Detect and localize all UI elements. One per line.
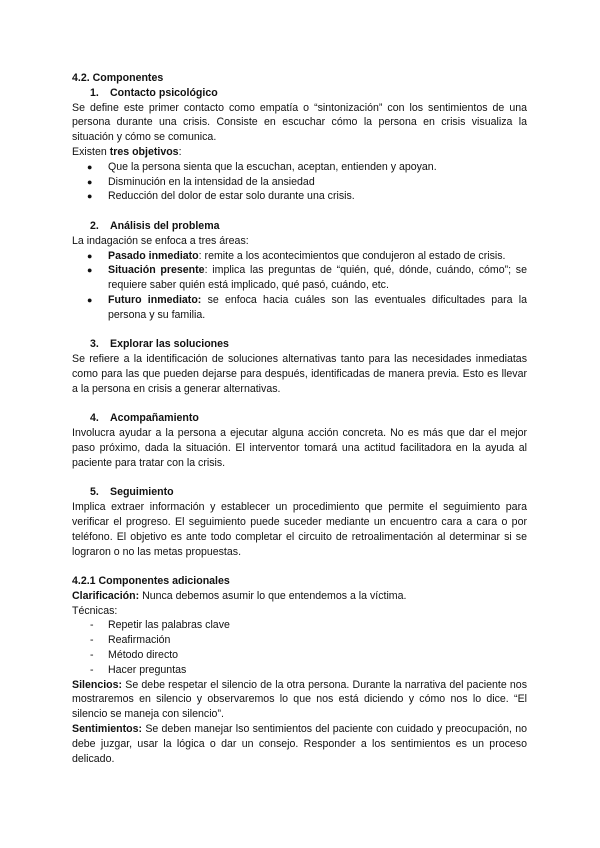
silencios-paragraph	[72, 678, 527, 722]
list-item	[72, 293, 527, 323]
paragraph: Involucra ayudar a la persona a ejecutar alguna acción concreta. No es más que dar el mejor paso próximo, dada la situación. El interventor tomará una actitud facilitadora en la ayuda al paciente para tratar con la crisis.	[72, 427, 527, 469]
heading-seguimiento	[90, 485, 527, 500]
item-text: se enfoca hacia cuáles son las eventuales dificultades para la persona y su familia.	[108, 293, 527, 321]
item-text: : implica las preguntas de “quién, qué, dónde, cuándo, cómo”; se requiere saber quién está implicado, qué pasó, cuándo, etc.	[108, 264, 527, 292]
intro-colon: :	[178, 145, 182, 158]
term-label: Sentimientos:	[72, 723, 143, 736]
paragraph: Se refiere a la identificación de soluciones alternativas tanto para las necesidades inmediatas como para las que pueden dejarse para después, identificadas de manera previa. Esto es llevar a la persona en crisis a generar alternativas.	[72, 353, 527, 395]
heading-text: Explorar las soluciones	[110, 338, 229, 351]
heading-contacto-psicologico	[90, 86, 527, 101]
tecnicas-label: Técnicas:	[72, 604, 118, 617]
list-item	[72, 249, 527, 264]
intro-text: Existen	[72, 145, 110, 158]
list-item: ● Reducción del dolor de estar solo durante una crisis.	[72, 189, 527, 204]
subsection-title: 4.2.1 Componentes adicionales	[72, 575, 230, 588]
heading-number: 1.	[90, 86, 99, 99]
list-item: - Reafirmación	[72, 633, 527, 648]
list-item: - Método directo	[72, 648, 527, 663]
term-label: Clarificación:	[72, 589, 140, 602]
item-label: Futuro inmediato:	[108, 293, 202, 306]
paragraph: Implica extraer información y establecer un procedimiento que permite el seguimiento para verificar el progreso. El seguimiento puede suceder mediante un encuentro cara a cara o por teléfono. El objetivo es ante todo completar el circuito de retroalimentación al determinar si se lograron o no las metas propuestas.	[72, 501, 527, 558]
heading-analisis-problema	[90, 219, 527, 234]
document-page	[72, 71, 527, 766]
list-item: - Repetir las palabras clave	[72, 618, 527, 633]
intro-line	[72, 145, 527, 160]
section-title: 4.2. Componentes	[72, 72, 164, 84]
heading-number: 5.	[90, 486, 99, 499]
item-text: : remite a los acontecimientos que condujeron al estado de crisis.	[198, 249, 506, 262]
term-text: Se debe respetar el silencio de la otra persona. Durante la narrativa del paciente nos mostraremos en silencio y observaremos lo que nos está diciendo y cómo nos lo dice. “El silencio se maneja con silencio”.	[72, 678, 527, 721]
list-item: - Hacer preguntas	[72, 663, 527, 678]
bullet-list	[72, 249, 527, 323]
item-label: Situación presente	[108, 264, 205, 277]
heading-number: 2.	[90, 219, 99, 232]
clarificacion-line	[72, 589, 527, 604]
intro-bold: tres objetivos	[109, 145, 179, 158]
term-text: Se deben manejar lso sentimientos del paciente con cuidado y preocupación, no debe juzgar, usar la lógica o dar un consejo. Responder a los sentimientos es un proceso delicado.	[72, 723, 527, 765]
sentimientos-paragraph	[72, 722, 527, 766]
item-label: Pasado inmediato	[108, 249, 199, 262]
heading-number: 4.	[90, 412, 99, 425]
heading-text: Análisis del problema	[110, 219, 220, 232]
heading-text: Acompañamiento	[110, 412, 199, 425]
term-label: Silencios:	[72, 678, 123, 691]
intro-line: La indagación se enfoca a tres áreas:	[72, 234, 249, 247]
heading-text: Seguimiento	[110, 486, 174, 499]
list-item: ● Que la persona sienta que la escuchan, aceptan, entienden y apoyan.	[72, 160, 527, 175]
heading-acompanamiento	[90, 411, 527, 426]
dash-list	[72, 618, 527, 677]
list-item	[72, 263, 527, 293]
paragraph: Se define este primer contacto como empatía o “sintonización” con los sentimientos de una persona durante una crisis. Consiste en escuchar cómo la persona en crisis visualiza la situación y cómo se comunica.	[72, 101, 527, 144]
heading-explorar-soluciones	[90, 337, 527, 352]
heading-text: Contacto psicológico	[110, 86, 218, 99]
term-text: Nunca debemos asumir lo que entendemos a la víctima.	[139, 589, 407, 602]
heading-number: 3.	[90, 338, 99, 351]
list-item: ● Disminución en la intensidad de la ansiedad	[72, 175, 527, 190]
bullet-list	[72, 160, 527, 204]
